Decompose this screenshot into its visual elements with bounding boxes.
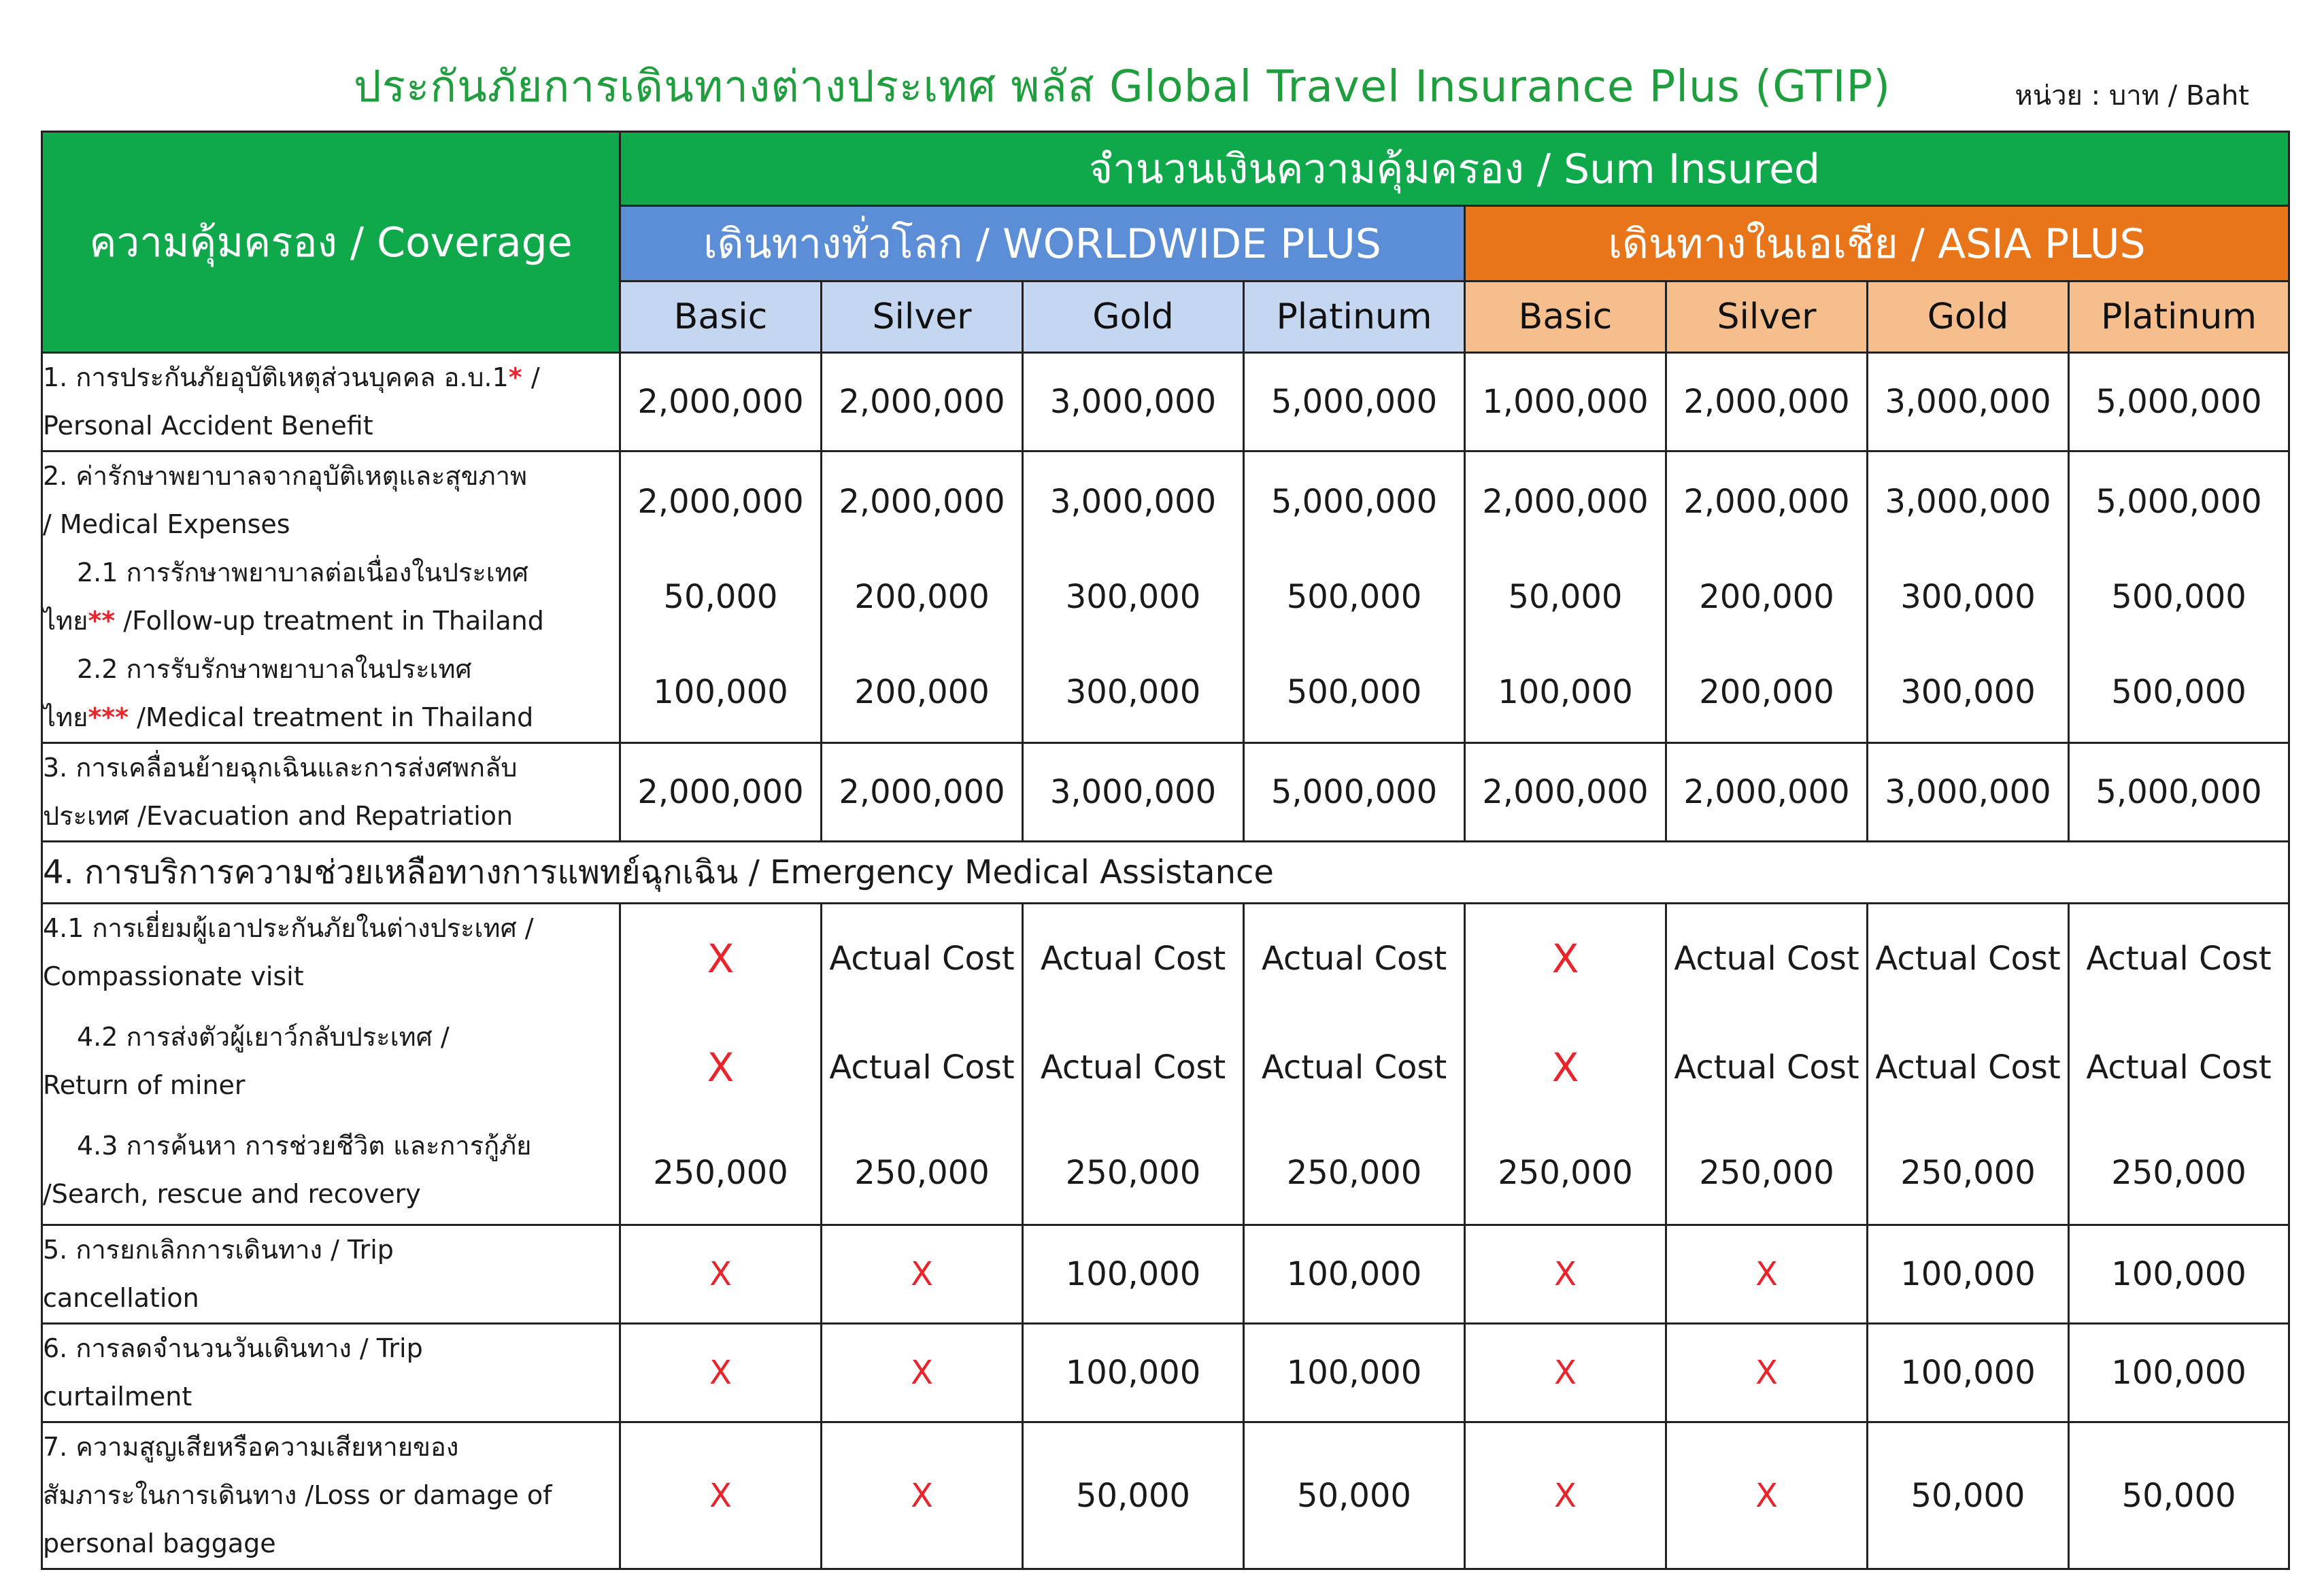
value-cell: X	[620, 1422, 822, 1569]
value-cell: X X 250,000	[1465, 904, 1666, 1225]
value-cell: Actual Cost Actual Cost 250,000	[1244, 904, 1465, 1225]
document-title: ประกันภัยการเดินทางต่างประเทศ พลัส Global Travel Insurance Plus (GTIP)	[354, 62, 1891, 112]
tier-header: Platinum	[2069, 281, 2289, 353]
value-cell: 2,000,000	[620, 743, 822, 842]
value-cell: 3,000,000 300,000 300,000	[1868, 451, 2069, 743]
table-row	[42, 451, 2289, 743]
value-cell: 100,000	[1868, 1324, 2069, 1422]
worldwide-plus-header: เดินทางทั่วโลก / WORLDWIDE PLUS	[620, 206, 1465, 281]
value-cell: 5,000,000	[1244, 743, 1465, 842]
value-cell: 5,000,000 500,000 500,000	[1244, 451, 1465, 743]
coverage-table	[41, 131, 2290, 1570]
value-cell: 3,000,000 300,000 300,000	[1023, 451, 1244, 743]
table-row	[42, 1225, 2289, 1324]
header-row-sum	[42, 132, 2289, 206]
value-cell: Actual Cost Actual Cost 250,000	[1868, 904, 2069, 1225]
value-cell: 50,000	[1868, 1422, 2069, 1569]
value-cell: X	[1666, 1324, 1868, 1422]
value-cell: 50,000	[2069, 1422, 2289, 1569]
value-cell: X	[822, 1422, 1023, 1569]
tier-header: Silver	[1666, 281, 1868, 353]
value-cell: 3,000,000	[1868, 743, 2069, 842]
emergency-assistance-section-title: 4. การบริการความช่วยเหลือทางการแพทย์ฉุกเฉิน / Emergency Medical Assistance	[42, 842, 2289, 904]
value-cell: X	[1666, 1225, 1868, 1324]
value-cell: 2,000,000 200,000 200,000	[1666, 451, 1868, 743]
sum-insured-header: จำนวนเงินความคุ้มครอง / Sum Insured	[620, 132, 2289, 206]
tier-header: Basic	[1465, 281, 1666, 353]
coverage-label: 3. การเคลื่อนย้ายฉุกเฉินและการส่งศพกลับ ประเทศ /Evacuation and Repatriation	[42, 743, 620, 842]
value-cell: 100,000	[1868, 1225, 2069, 1324]
value-cell: 2,000,000	[620, 353, 822, 451]
value-cell: X	[1465, 1225, 1666, 1324]
coverage-header: ความคุ้มครอง / Coverage	[42, 132, 620, 353]
value-cell: 2,000,000 200,000 200,000	[822, 451, 1023, 743]
value-cell: X	[1465, 1422, 1666, 1569]
value-cell: 5,000,000 500,000 500,000	[2069, 451, 2289, 743]
value-cell: X	[620, 1225, 822, 1324]
tier-header: Basic	[620, 281, 822, 353]
coverage-label: 5. การยกเลิกการเดินทาง / Trip cancellation	[42, 1225, 620, 1324]
value-cell: 2,000,000	[1465, 743, 1666, 842]
value-cell: 50,000	[1023, 1422, 1244, 1569]
value-cell: 2,000,000	[822, 353, 1023, 451]
asia-plus-header: เดินทางในเอเชีย / ASIA PLUS	[1465, 206, 2289, 281]
coverage-label: 6. การลดจำนวนวันเดินทาง / Trip curtailment	[42, 1324, 620, 1422]
value-cell: 3,000,000	[1023, 743, 1244, 842]
value-cell: 50,000	[1244, 1422, 1465, 1569]
value-cell: X	[822, 1225, 1023, 1324]
value-cell: 100,000	[2069, 1225, 2289, 1324]
tier-header: Silver	[822, 281, 1023, 353]
value-cell: X	[620, 1324, 822, 1422]
coverage-label: 4.1 การเยี่ยมผู้เอาประกันภัยในต่างประเทศ / Compassionate visit 4.2 การส่งตัวผู้เยาว์กลับประเทศ / Return of miner 4.3 การค้นหา การช่วยชีวิต และการกู้ภัย /Search, rescue and recovery	[42, 904, 620, 1225]
value-cell: 100,000	[1244, 1324, 1465, 1422]
table-row	[42, 1422, 2289, 1569]
value-cell: X	[1465, 1324, 1666, 1422]
value-cell: 3,000,000	[1868, 353, 2069, 451]
value-cell: 1,000,000	[1465, 353, 1666, 451]
value-cell: Actual Cost Actual Cost 250,000	[1666, 904, 1868, 1225]
value-cell: 2,000,000	[1666, 353, 1868, 451]
value-cell: X	[1666, 1422, 1868, 1569]
value-cell: Actual Cost Actual Cost 250,000	[2069, 904, 2289, 1225]
section-row	[42, 842, 2289, 904]
value-cell: 2,000,000 50,000 100,000	[620, 451, 822, 743]
value-cell: 5,000,000	[2069, 743, 2289, 842]
value-cell: Actual Cost Actual Cost 250,000	[1023, 904, 1244, 1225]
value-cell: 2,000,000	[1666, 743, 1868, 842]
value-cell: 100,000	[2069, 1324, 2289, 1422]
tier-header: Platinum	[1244, 281, 1465, 353]
coverage-label: 1. การประกันภัยอุบัติเหตุส่วนบุคคล อ.บ.1* / Personal Accident Benefit	[42, 353, 620, 451]
table-row	[42, 1324, 2289, 1422]
unit-label: หน่วย : บาท / Baht	[2015, 80, 2249, 112]
value-cell: 100,000	[1023, 1225, 1244, 1324]
value-cell: 5,000,000	[1244, 353, 1465, 451]
value-cell: 100,000	[1023, 1324, 1244, 1422]
value-cell: 2,000,000	[822, 743, 1023, 842]
table-row	[42, 353, 2289, 451]
value-cell: Actual Cost Actual Cost 250,000	[822, 904, 1023, 1225]
value-cell: X	[822, 1324, 1023, 1422]
value-cell: 5,000,000	[2069, 353, 2289, 451]
table-row	[42, 743, 2289, 842]
coverage-label: 2. ค่ารักษาพยาบาลจากอุบัติเหตุและสุขภาพ / Medical Expenses 2.1 การรักษาพยาบาลต่อเนื่องในประเทศ ไทย** /Follow-up treatment in Thailand 2.2 การรับรักษาพยาบาลในประเทศ ไทย*** /Medical treatment in Thailand	[42, 451, 620, 743]
tier-header: Gold	[1023, 281, 1244, 353]
title-bar	[0, 48, 2324, 122]
value-cell: 3,000,000	[1023, 353, 1244, 451]
coverage-label: 7. ความสูญเสียหรือความเสียหายของ สัมภาระในการเดินทาง /Loss or damage of personal baggage	[42, 1422, 620, 1569]
tier-header: Gold	[1868, 281, 2069, 353]
value-cell: X X 250,000	[620, 904, 822, 1225]
table-row	[42, 904, 2289, 1225]
value-cell: 100,000	[1244, 1225, 1465, 1324]
value-cell: 2,000,000 50,000 100,000	[1465, 451, 1666, 743]
